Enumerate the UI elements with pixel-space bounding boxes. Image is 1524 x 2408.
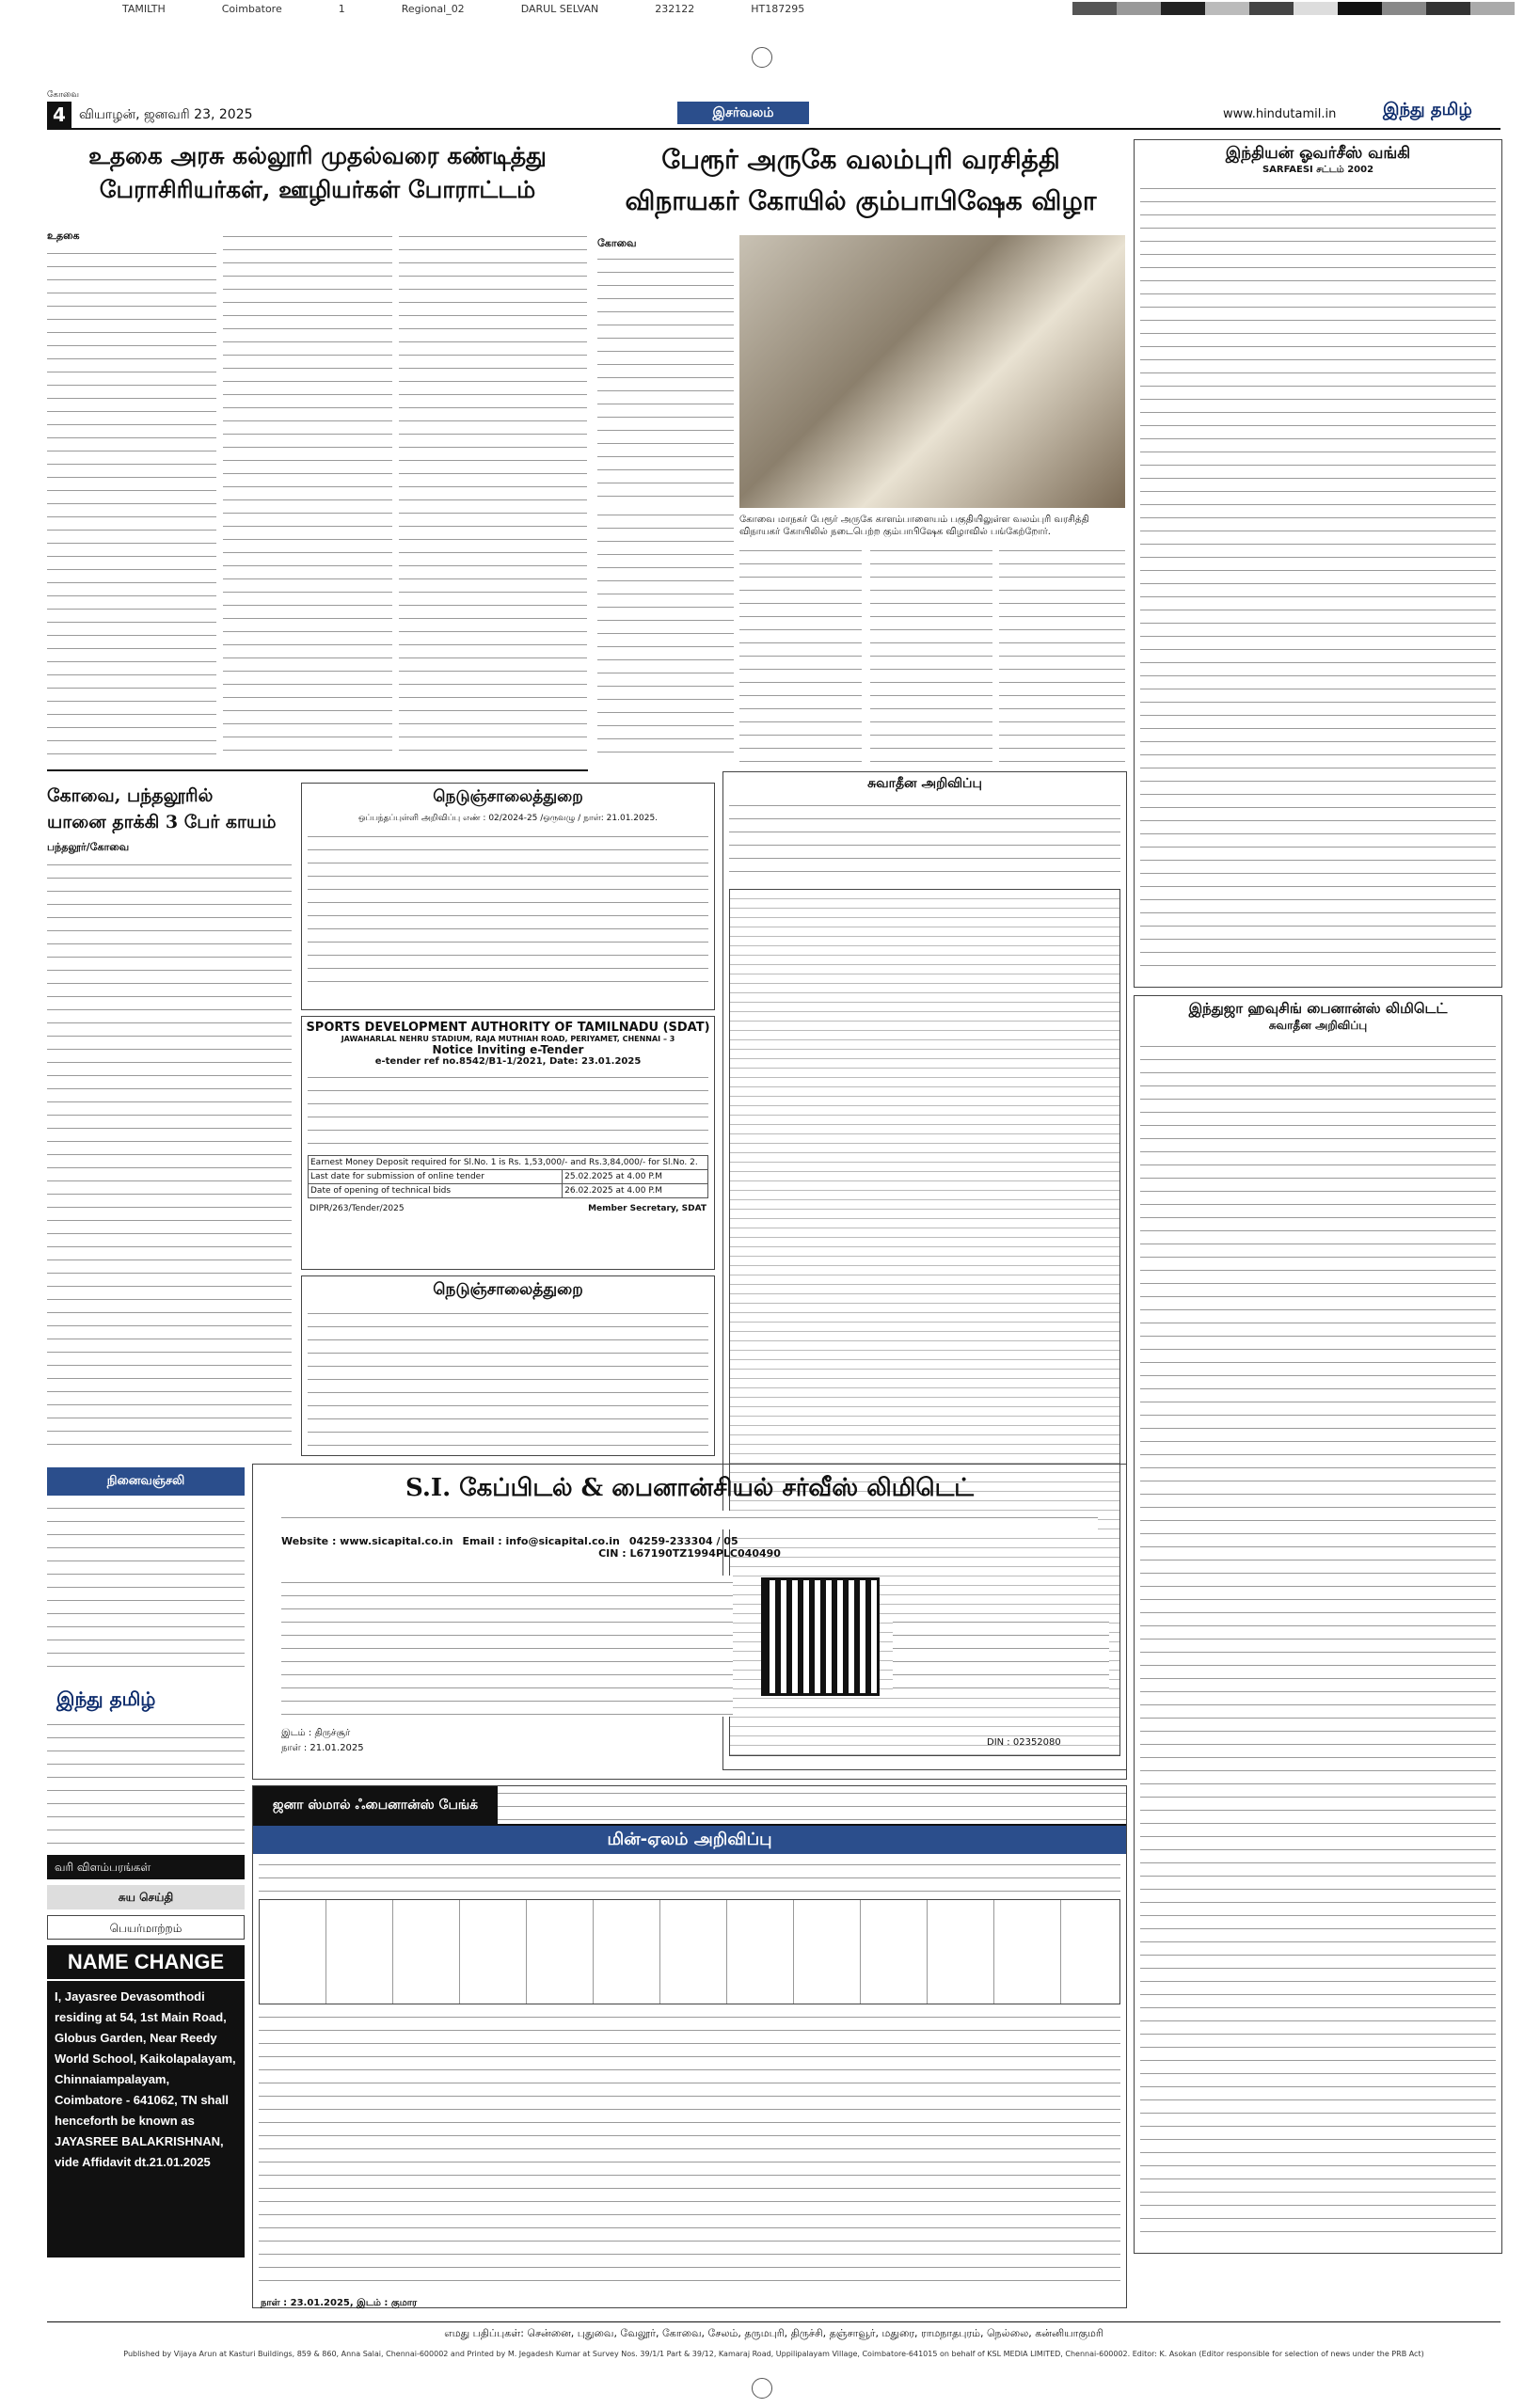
article-text — [597, 508, 734, 762]
ad-text — [308, 830, 708, 990]
ad-date: நாள் : 21.01.2025 — [281, 1743, 364, 1753]
ad-text — [1140, 1039, 1496, 2243]
divider — [47, 769, 588, 771]
name-change-body: I, Jayasree Devasomthodi residing at 54, 1st Main Road, Globus Garden, Near Reedy World School, Kaikolapalayam, Chinnaiampalayam, Coimbatore - 641062, TN shall henceforth be known as JAYASREE BALAKRISHNAN, vide Affidavit dt.21.01.2025 — [47, 1981, 245, 2258]
ad-title: சுவாதீன அறிவிப்பு — [867, 776, 982, 791]
self-news-banner: சுய செய்தி — [47, 1885, 245, 1909]
jana-eauction-ad — [252, 1785, 1127, 2308]
ad-text — [281, 1576, 733, 1717]
ad-title: S.I. கேப்பிடல் & பைனான்சியல் சர்வீஸ் லிமிடெட் — [405, 1474, 974, 1502]
color-calibration-bar — [1072, 2, 1515, 15]
masthead-logo: இந்து தமிழ் — [1383, 100, 1472, 119]
ad-title: SPORTS DEVELOPMENT AUTHORITY OF TAMILNADU (SDAT) — [306, 1021, 710, 1035]
print-code: Regional_02 — [401, 2, 465, 15]
divider — [47, 2321, 1500, 2322]
ad-footer — [310, 1204, 706, 1213]
article-text — [47, 858, 292, 1456]
name-change-label: பெயர்மாற்றம் — [47, 1915, 245, 1940]
dateline: கோவை — [597, 237, 637, 249]
ad-cin: CIN : L67190TZ1994PLC040490 — [598, 1547, 781, 1560]
ad-title: இந்துஜா ஹவுசிங் பைனான்ஸ் லிமிடெட் — [1188, 1000, 1448, 1017]
ad-text — [281, 1511, 1098, 1529]
si-capital-ad — [252, 1464, 1127, 1780]
bank-name: ஜனா ஸ்மால் ஃபைனான்ஸ் பேங்க் — [253, 1786, 498, 1824]
ad-place: இடம் : திருச்சூர் — [281, 1728, 351, 1738]
article3-headline — [47, 783, 292, 835]
imprint-line: Published by Vijaya Arun at Kasturi Buildings, 859 & 860, Anna Salai, Chennai-600002 and Printed by M. Jegadesh Kumar at Survey Nos. 39/1/1 Part & 39/12, Kamaraj Road, Uppilipalayam Village, Coimbatore-641015 on behalf of KSL MEDIA LIMITED, Chennai-600002. Editor: K. Asokan (Editor responsible for selection of news under the PRB Act) — [123, 2350, 1424, 2358]
ad-text — [498, 1786, 1126, 1824]
ad-reference: ஒப்பந்தப்புள்ளி அறிவிப்பு எண் : 02/2024-25 /ஒருவழு / நாள்: 21.01.2025. — [357, 814, 659, 823]
article-text — [47, 246, 216, 758]
temple-ceremony-photo — [739, 235, 1125, 508]
table-row — [309, 1170, 708, 1184]
classified-banner: வரி விளம்பரங்கள் — [47, 1855, 245, 1879]
print-code: 232122 — [655, 2, 695, 15]
ad-website: Website : www.sicapital.co.in — [281, 1535, 453, 1547]
article2-headline — [597, 139, 1124, 222]
sidebar-logo: இந்து தமிழ் — [56, 1687, 156, 1710]
ad-text — [259, 2010, 1120, 2292]
ad-footer: நாள் : 23.01.2025, இடம் : குமார — [261, 2298, 418, 2308]
page-date: வியாழன், ஜனவரி 23, 2025 — [79, 107, 253, 122]
highways-notice-ad — [301, 1275, 715, 1456]
auction-table — [259, 1899, 1120, 2004]
sdat-table — [308, 1155, 708, 1198]
bank-notice-ad — [1134, 139, 1502, 988]
article-text — [739, 544, 862, 762]
headline-line: பேராசிரியர்கள், ஊழியர்கள் போராட்டம் — [99, 176, 536, 203]
table-row — [309, 1184, 708, 1198]
ad-banner — [253, 1786, 1126, 1826]
headline-line: பேரூர் அருகே வலம்புரி வரசித்தி — [661, 144, 1060, 175]
website: www.hindutamil.in — [1223, 107, 1337, 121]
print-code: 1 — [338, 2, 345, 15]
print-code: DARUL SELVAN — [520, 2, 599, 15]
name-change-title: NAME CHANGE — [47, 1945, 245, 1979]
ad-subtitle: SARFAESI சட்டம் 2002 — [1262, 165, 1374, 175]
editions-line: எமது பதிப்புகள்: சென்னை, புதுவை, வேலூர், கோவை, சேலம், தருமபுரி, திருச்சி, தஞ்சாவூர், மதுரை, ராமநாதபுரம், நெல்லை, கன்னியாகுமரி — [444, 2327, 1103, 2339]
hinduja-possession-ad — [1134, 995, 1502, 2254]
page-number: 4 — [47, 102, 71, 128]
headline-line: விநாயகர் கோயில் கும்பாபிஷேக விழா — [625, 185, 1097, 216]
ad-phone: 04259-233304 / 05 — [628, 1535, 738, 1547]
signer: Member Secretary, SDAT — [588, 1204, 706, 1213]
ad-text — [259, 1858, 1120, 1895]
print-code: Coimbatore — [221, 2, 282, 15]
headline-line: யானை தாக்கி 3 பேர் காயம் — [47, 812, 277, 832]
memorial-banner: நினைவஞ்சலி — [47, 1467, 245, 1496]
print-code: HT187295 — [751, 2, 805, 15]
table-cell: 26.02.2025 at 4.00 P.M — [563, 1184, 708, 1198]
ad-title: நெடுஞ்சாலைத்துறை — [433, 1280, 583, 1299]
table-cell: Date of opening of technical bids — [309, 1184, 563, 1198]
ad-title: நெடுஞ்சாலைத்துறை — [433, 787, 583, 806]
ad-address: JAWAHARLAL NEHRU STADIUM, RAJA MUTHIAH ROAD, PERIYAMET, CHENNAI – 3 — [341, 1035, 675, 1043]
article-text — [399, 230, 587, 758]
table-row — [309, 1156, 708, 1170]
ad-title: இந்தியன் ஓவர்சீஸ் வங்கி — [1225, 144, 1411, 163]
ad-reference: e-tender ref no.8542/B1-1/2021, Date: 23.01.2025 — [374, 1056, 642, 1067]
ad-subtitle: சுவாதீன அறிவிப்பு — [1268, 1019, 1368, 1032]
photo-caption: கோவை மாநகர் பேரூர் அருகே காளம்பாளையம் பகுதியிலுள்ள வலம்புரி வரசித்தி விநாயகர் கோயிலில் நடைபெற்ற கும்பாபிஷேக விழாவில் பங்கேற்றோர். — [739, 515, 1089, 537]
article-text — [999, 544, 1125, 762]
ad-contact-line — [281, 1535, 1098, 1547]
ad-notice: Notice Inviting e-Tender — [432, 1043, 584, 1056]
ad-text — [893, 1615, 1109, 1690]
section-name: இசர்வலம் — [677, 102, 809, 124]
ad-text — [729, 799, 1120, 883]
table-cell: Last date for submission of online tender — [309, 1170, 563, 1184]
headline-line: கோவை, பந்தலூரில் — [47, 785, 214, 806]
article-text — [870, 544, 992, 762]
article-text — [597, 252, 734, 502]
registration-mark-icon — [752, 47, 772, 68]
dateline: உதகை — [47, 230, 80, 242]
registration-mark-icon — [752, 2378, 772, 2399]
sidebar-text — [47, 1718, 245, 1849]
print-code: TAMILTH — [122, 2, 166, 15]
table-cell: 25.02.2025 at 4.00 P.M — [563, 1170, 708, 1184]
ad-title: மின்-ஏலம் அறிவிப்பு — [253, 1826, 1126, 1854]
qr-code-icon — [761, 1577, 880, 1696]
sdat-tender-ad — [301, 1016, 715, 1270]
article1-headline — [47, 139, 588, 207]
ad-text — [1140, 182, 1496, 972]
edition: கோவை — [47, 90, 79, 100]
highways-tender-ad — [301, 783, 715, 1010]
ad-email: Email : info@sicapital.co.in — [462, 1535, 620, 1547]
headline-line: உதகை அரசு கல்லூரி முதல்வரை கண்டித்து — [88, 142, 547, 169]
article-text — [223, 230, 392, 758]
ad-din: DIN : 02352080 — [987, 1737, 1061, 1748]
ad-text — [308, 1070, 708, 1151]
ad-text — [308, 1307, 708, 1448]
dateline: பந்தலூர்/கோவை — [47, 841, 130, 853]
memorial-text — [47, 1501, 245, 1671]
dipr-number: DIPR/263/Tender/2025 — [310, 1204, 405, 1213]
table-cell: Earnest Money Deposit required for Sl.No. 1 is Rs. 1,53,000/- and Rs.3,84,000/- for Sl.No. 2. — [309, 1156, 708, 1170]
